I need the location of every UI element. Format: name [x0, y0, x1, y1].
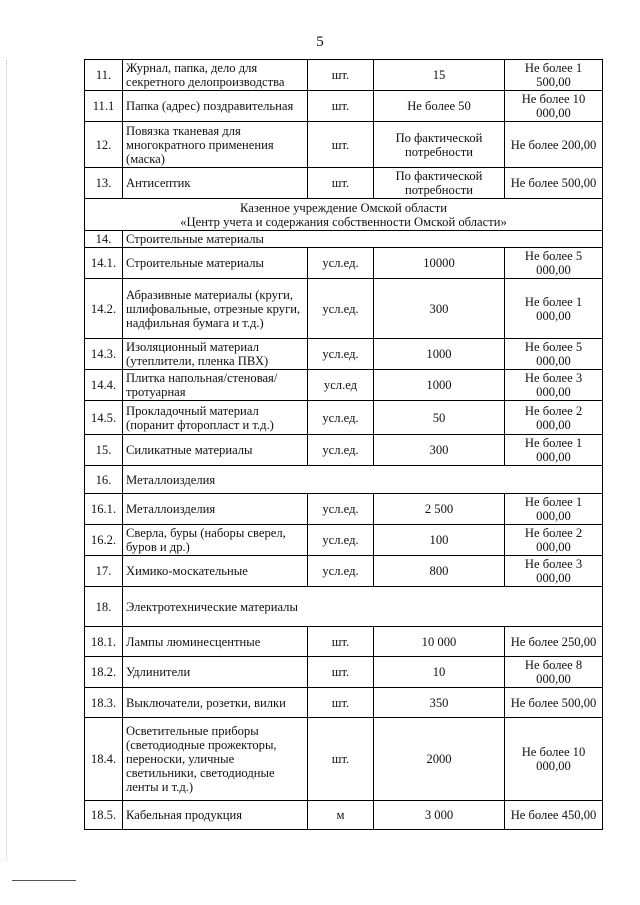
row-number: 14.1.: [85, 248, 123, 279]
row-number: 18.1.: [85, 627, 123, 657]
scan-edge-marks: [6, 60, 8, 860]
item-name: Повязка тканевая для многократного применения (маска): [123, 122, 308, 168]
item-unit: усл.ед.: [308, 494, 374, 525]
item-unit: шт.: [308, 122, 374, 168]
item-name: Прокладочный материал (поранит фторопласт и т.д.): [123, 401, 308, 435]
table-row: [85, 494, 603, 525]
table-row: [85, 435, 603, 466]
item-price: Не более 1 000,00: [505, 279, 603, 339]
item-name: Антисептик: [123, 168, 308, 199]
section-row: [85, 231, 603, 248]
table-row: [85, 657, 603, 688]
item-name: Лампы люминесцентные: [123, 627, 308, 657]
table-row: [85, 122, 603, 168]
table-row: [85, 688, 603, 718]
organization-name-line2: «Центр учета и содержания собственности Омской области»: [180, 214, 507, 229]
item-unit: м: [308, 801, 374, 830]
item-price: Не более 1 500,00: [505, 60, 603, 91]
section-number: 16.: [85, 466, 123, 494]
section-title: Металлоизделия: [123, 466, 603, 494]
table-row: [85, 401, 603, 435]
row-number: 14.4.: [85, 370, 123, 401]
item-name: Сверла, буры (наборы сверел, буров и др.): [123, 525, 308, 556]
item-price: Не более 1 000,00: [505, 494, 603, 525]
item-name: Журнал, папка, дело для секретного делопроизводства: [123, 60, 308, 91]
item-quantity: 1000: [374, 370, 505, 401]
item-quantity: 15: [374, 60, 505, 91]
row-number: 18.2.: [85, 657, 123, 688]
item-price: Не более 500,00: [505, 168, 603, 199]
item-price: Не более 10 000,00: [505, 718, 603, 801]
row-number: 11.: [85, 60, 123, 91]
item-unit: усл.ед.: [308, 435, 374, 466]
table-row: [85, 556, 603, 587]
section-number: 14.: [85, 231, 123, 248]
item-price: Не более 1 000,00: [505, 435, 603, 466]
item-quantity: 10: [374, 657, 505, 688]
item-quantity: 2000: [374, 718, 505, 801]
item-quantity: 1000: [374, 339, 505, 370]
org-header-row: [85, 199, 603, 231]
item-unit: усл.ед.: [308, 525, 374, 556]
table-row: [85, 370, 603, 401]
section-number: 18.: [85, 587, 123, 627]
table-row: [85, 718, 603, 801]
row-number: 15.: [85, 435, 123, 466]
item-quantity: 50: [374, 401, 505, 435]
item-price: Не более 500,00: [505, 688, 603, 718]
item-price: Не более 200,00: [505, 122, 603, 168]
item-quantity: 350: [374, 688, 505, 718]
row-number: 14.3.: [85, 339, 123, 370]
item-quantity: 10000: [374, 248, 505, 279]
item-name: Абразивные материалы (круги, шлифовальные, отрезные круги, надфильная бумага и т.д.): [123, 279, 308, 339]
item-quantity: 3 000: [374, 801, 505, 830]
section-row: [85, 587, 603, 627]
item-price: Не более 3 000,00: [505, 556, 603, 587]
item-price: Не более 450,00: [505, 801, 603, 830]
item-price: Не более 8 000,00: [505, 657, 603, 688]
table-row: [85, 627, 603, 657]
section-title: Электротехнические материалы: [123, 587, 603, 627]
item-quantity: Не более 50: [374, 91, 505, 122]
item-unit: шт.: [308, 718, 374, 801]
item-quantity: По фактической потребности: [374, 122, 505, 168]
item-unit: шт.: [308, 168, 374, 199]
item-price: Не более 10 000,00: [505, 91, 603, 122]
row-number: 18.5.: [85, 801, 123, 830]
table-row: [85, 339, 603, 370]
items-table-body: [85, 60, 603, 830]
item-unit: усл.ед.: [308, 339, 374, 370]
table-row: [85, 279, 603, 339]
item-name: Удлинители: [123, 657, 308, 688]
item-quantity: 2 500: [374, 494, 505, 525]
organization-header: [85, 199, 603, 231]
item-unit: усл.ед: [308, 370, 374, 401]
table-row: [85, 60, 603, 91]
item-price: Не более 2 000,00: [505, 525, 603, 556]
item-unit: шт.: [308, 60, 374, 91]
row-number: 14.2.: [85, 279, 123, 339]
page-number: 5: [316, 34, 324, 50]
item-price: Не более 3 000,00: [505, 370, 603, 401]
item-price: Не более 2 000,00: [505, 401, 603, 435]
item-unit: усл.ед.: [308, 279, 374, 339]
item-name: Силикатные материалы: [123, 435, 308, 466]
row-number: 17.: [85, 556, 123, 587]
item-quantity: 800: [374, 556, 505, 587]
row-number: 16.2.: [85, 525, 123, 556]
row-number: 18.4.: [85, 718, 123, 801]
items-table: [84, 59, 603, 830]
item-price: Не более 5 000,00: [505, 248, 603, 279]
item-quantity: 300: [374, 435, 505, 466]
item-price: Не более 5 000,00: [505, 339, 603, 370]
item-name: Плитка напольная/стеновая/тротуарная: [123, 370, 308, 401]
item-name: Химико-москательные: [123, 556, 308, 587]
item-quantity: По фактической потребности: [374, 168, 505, 199]
row-number: 18.3.: [85, 688, 123, 718]
row-number: 12.: [85, 122, 123, 168]
item-unit: усл.ед.: [308, 401, 374, 435]
item-unit: шт.: [308, 91, 374, 122]
item-name: Строительные материалы: [123, 248, 308, 279]
item-unit: шт.: [308, 688, 374, 718]
item-quantity: 10 000: [374, 627, 505, 657]
item-name: Осветительные приборы (светодиодные прожекторы, переноски, уличные светильники, светодиодные ленты и т.д.): [123, 718, 308, 801]
item-name: Кабельная продукция: [123, 801, 308, 830]
footnote-separator: [12, 880, 76, 881]
table-row: [85, 91, 603, 122]
row-number: 11.1: [85, 91, 123, 122]
item-unit: шт.: [308, 657, 374, 688]
row-number: 16.1.: [85, 494, 123, 525]
item-price: Не более 250,00: [505, 627, 603, 657]
row-number: 14.5.: [85, 401, 123, 435]
table-row: [85, 525, 603, 556]
item-unit: усл.ед.: [308, 248, 374, 279]
item-quantity: 300: [374, 279, 505, 339]
section-title: Строительные материалы: [123, 231, 603, 248]
item-unit: усл.ед.: [308, 556, 374, 587]
organization-name-line1: Казенное учреждение Омской области: [240, 200, 447, 215]
item-name: Изоляционный материал (утеплители, пленка ПВХ): [123, 339, 308, 370]
section-row: [85, 466, 603, 494]
table-row: [85, 801, 603, 830]
item-name: Папка (адрес) поздравительная: [123, 91, 308, 122]
table-row: [85, 248, 603, 279]
table-row: [85, 168, 603, 199]
row-number: 13.: [85, 168, 123, 199]
item-quantity: 100: [374, 525, 505, 556]
item-name: Металлоизделия: [123, 494, 308, 525]
item-unit: шт.: [308, 627, 374, 657]
item-name: Выключатели, розетки, вилки: [123, 688, 308, 718]
